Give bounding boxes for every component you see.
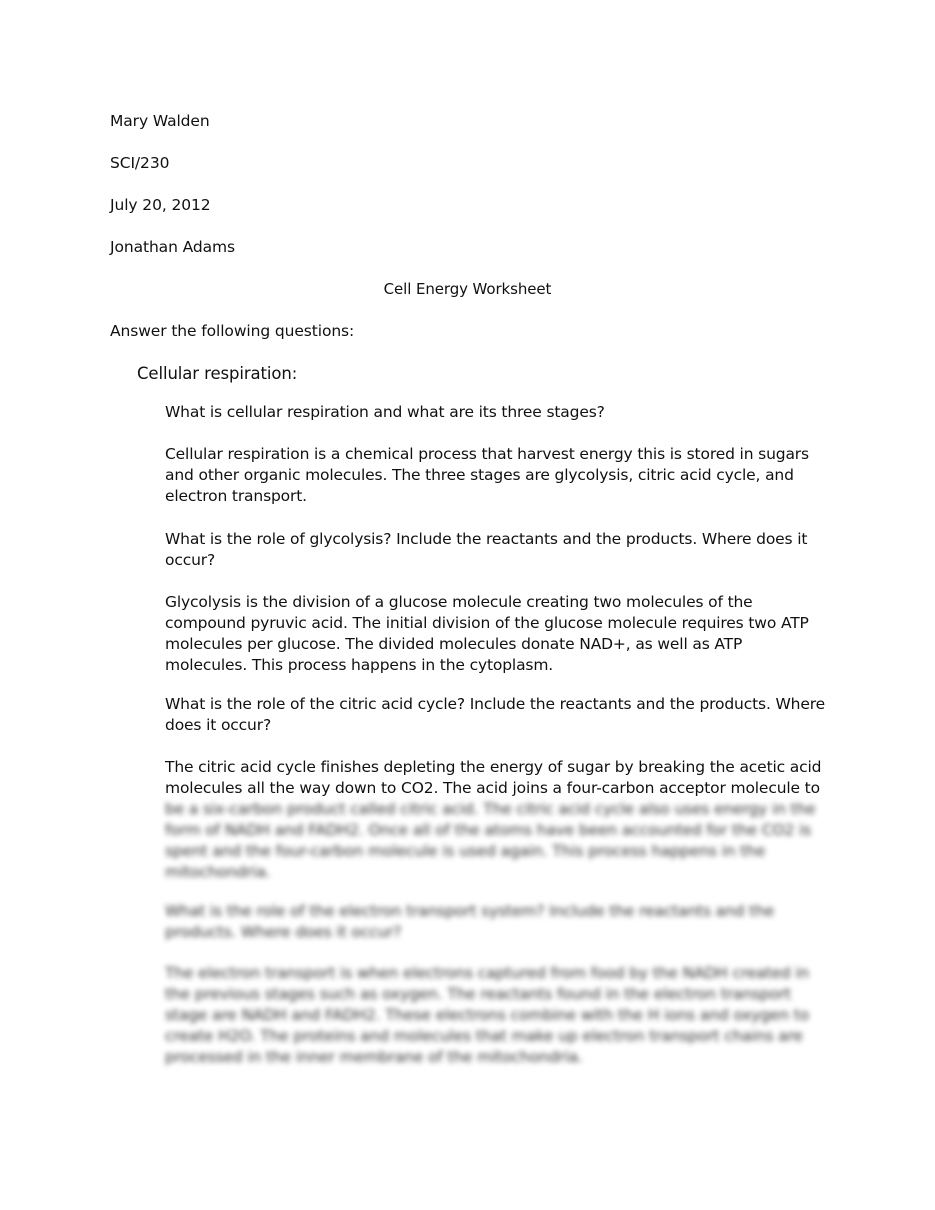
answer-4-blurred: The electron transport is when electrons captured from food by the NADH created in the previous stages such as oxygen. The reactants found in the electron transport stage are NADH and FADH2. These electrons combine with the H ions and oxygen to create H2O. The proteins and molecules that make up electron transport chains are processed in the inner membrane of the mitochondria.	[165, 964, 810, 1066]
question-4-blurred: What is the role of the electron transport system? Include the reactants and the products. Where does it occur?	[165, 902, 775, 941]
question-1: What is cellular respiration and what are its three stages?	[165, 403, 605, 421]
answer-3-blurred: be a six-carbon product called citric acid. The citric acid cycle also uses energy in the form of NADH and FADH2. Once all of the atoms have been accounted for the CO2 is spent and the four-carbon molecule is used again. This process happens in the mitochondria.	[165, 800, 816, 881]
answer-2: Glycolysis is the division of a glucose molecule creating two molecules of the compound pyruvic acid. The initial division of the glucose molecule requires two ATP molecules per glucose. The divided molecules donate NAD+, as well as ATP molecules. This process happens in the cytoplasm.	[165, 593, 809, 674]
answer-3-visible: The citric acid cycle finishes depleting the energy of sugar by breaking the acetic acid molecules all the way down to CO2. The acid joins a four-carbon acceptor molecule to	[165, 758, 822, 797]
instructor-name: Jonathan Adams	[110, 238, 235, 256]
document-title: Cell Energy Worksheet	[383, 280, 552, 298]
section-heading: Cellular respiration:	[137, 364, 298, 383]
instructions-text: Answer the following questions:	[110, 322, 355, 340]
author-name: Mary Walden	[110, 112, 210, 130]
answer-1: Cellular respiration is a chemical process that harvest energy this is stored in sugars and other organic molecules. The three stages are glycolysis, citric acid cycle, and electron transport.	[165, 445, 809, 505]
document-date: July 20, 2012	[110, 196, 211, 214]
question-2: What is the role of glycolysis? Include the reactants and the products. Where does it occur?	[165, 530, 808, 569]
question-3: What is the role of the citric acid cycle? Include the reactants and the products. Where does it occur?	[165, 695, 826, 734]
course-code: SCI/230	[110, 154, 170, 172]
